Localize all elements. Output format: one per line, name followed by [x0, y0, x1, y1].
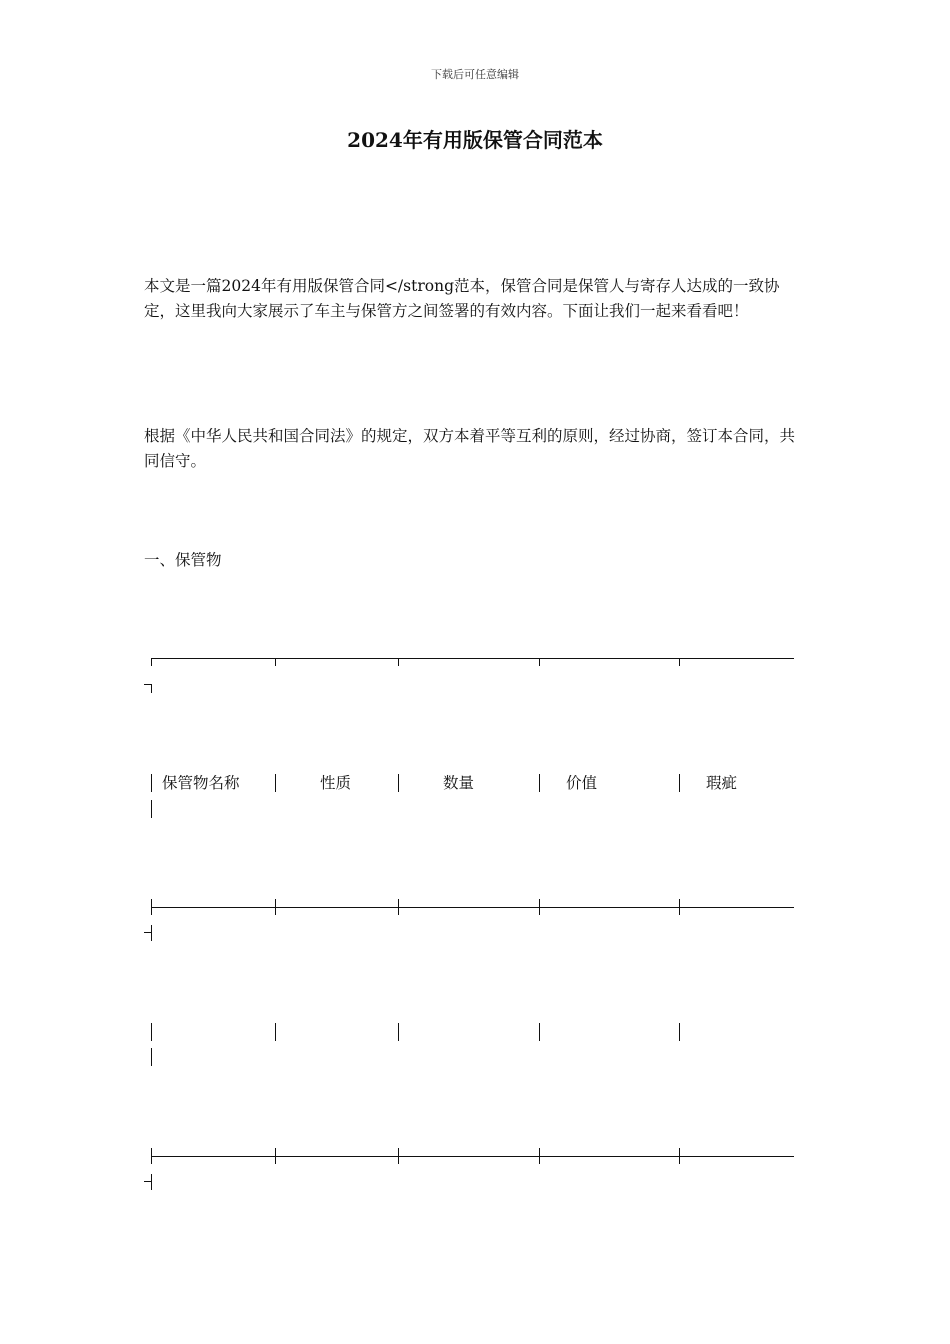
table-header-value: 价值 — [566, 774, 598, 792]
header-note: 下载后可任意编辑 — [431, 68, 519, 81]
basis-paragraph: 根据《中华人民共和国合同法》的规定，双方本着平等互利的原则，经过协商，签订本合同，共同信守。 — [144, 427, 796, 470]
table-header-quantity: 数量 — [443, 774, 475, 792]
document-title: 2024年有用版保管合同范本 — [347, 128, 603, 152]
table-header-nature: 性质 — [320, 774, 352, 792]
intro-paragraph: 本文是一篇2024年有用版保管合同</strong范本，保管合同是保管人与寄存人达成的一致协定，这里我向大家展示了车主与保管方之间签署的有效内容。下面让我们一起来看看吧！ — [144, 277, 780, 320]
table-header-defect: 瑕疵 — [706, 774, 738, 792]
table-header-name: 保管物名称 — [162, 774, 240, 792]
section-heading-custody-items: 一、保管物 — [144, 551, 222, 569]
